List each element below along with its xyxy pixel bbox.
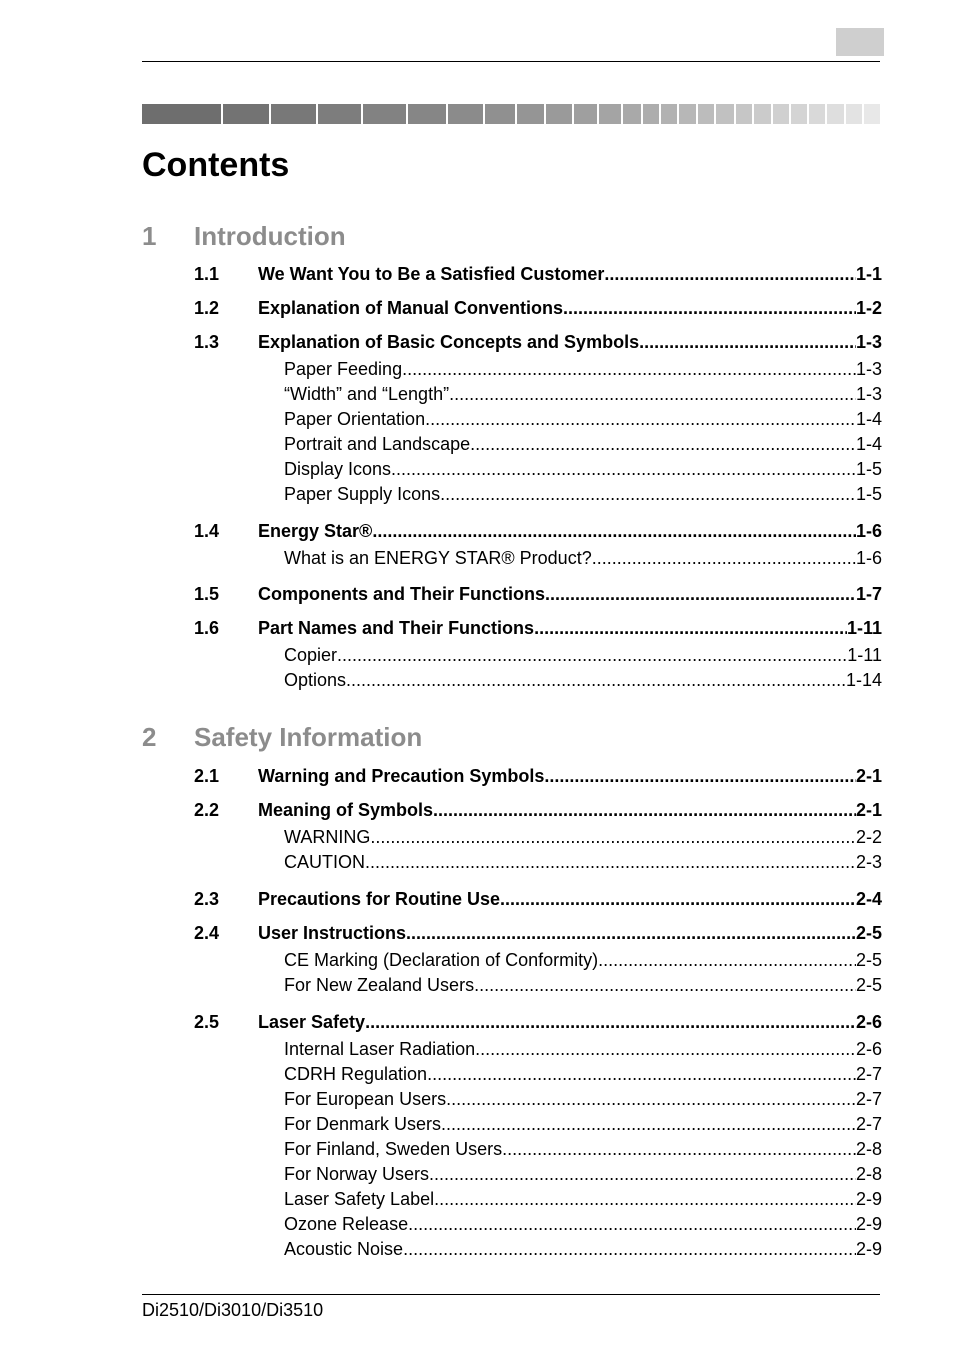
toc-subsection-entry[interactable] <box>284 1112 882 1136</box>
toc-section-entry[interactable] <box>258 1010 882 1034</box>
toc-subsection-entry[interactable] <box>284 1187 882 1211</box>
toc-section-entry[interactable] <box>258 616 882 640</box>
chapter-title: Introduction <box>194 221 346 251</box>
toc-subsection-entry[interactable] <box>284 948 882 972</box>
toc-subsection-entry[interactable] <box>284 482 882 506</box>
subsection-page-number: 2-5 <box>855 975 882 995</box>
toc-section-entry[interactable] <box>258 921 882 945</box>
toc-subsection-entry[interactable] <box>284 1212 882 1236</box>
subsection-title: Paper Feeding <box>284 359 403 379</box>
toc-subsection-entry[interactable] <box>284 668 882 692</box>
section-number: 1.1 <box>194 264 220 284</box>
dot-leader <box>391 457 856 481</box>
toc-subsection-entry[interactable] <box>284 643 882 667</box>
section-title: Laser Safety <box>258 1012 366 1032</box>
section-title: Components and Their Functions <box>258 584 545 604</box>
dot-leader <box>604 262 856 286</box>
section-title: Meaning of Symbols <box>258 800 434 820</box>
toc-section-entry[interactable] <box>258 296 882 320</box>
toc-section-entry[interactable] <box>258 262 882 286</box>
toc-section-entry[interactable] <box>258 798 882 822</box>
dot-leader <box>434 1187 856 1211</box>
toc-section-entry[interactable] <box>258 764 882 788</box>
section-title: We Want You to Be a Satisfied Customer <box>258 264 605 284</box>
subsection-title: For Finland, Sweden Users <box>284 1139 503 1159</box>
subsection-title: Copier <box>284 645 338 665</box>
subsection-title: Acoustic Noise <box>284 1239 404 1259</box>
subsection-title: For European Users <box>284 1089 447 1109</box>
section-page-number: 1-7 <box>855 584 882 604</box>
dot-leader <box>408 1212 856 1236</box>
subsection-page-number: 1-4 <box>855 409 882 429</box>
chapter-number: 1 <box>142 221 157 251</box>
section-number: 2.2 <box>194 800 220 820</box>
dot-leader <box>563 296 856 320</box>
toc-subsection-entry[interactable] <box>284 357 882 381</box>
section-page-number: 1-2 <box>855 298 882 318</box>
subsection-page-number: 1-11 <box>847 645 882 665</box>
toc-subsection-entry[interactable] <box>284 457 882 481</box>
section-title: Part Names and Their Functions <box>258 618 535 638</box>
subsection-page-number: 2-9 <box>855 1189 882 1209</box>
subsection-page-number: 2-8 <box>855 1139 882 1159</box>
subsection-title: For Denmark Users <box>284 1114 442 1134</box>
toc-subsection-entry[interactable] <box>284 1087 882 1111</box>
dot-leader <box>446 1087 856 1111</box>
page-title: Contents <box>142 146 290 184</box>
dot-leader <box>544 764 856 788</box>
dot-leader <box>337 643 847 667</box>
dot-leader <box>365 850 856 874</box>
section-number: 2.5 <box>194 1012 220 1032</box>
subsection-page-number: 2-2 <box>855 827 882 847</box>
subsection-title: Paper Supply Icons <box>284 484 441 504</box>
toc-subsection-entry[interactable] <box>284 1137 882 1161</box>
subsection-page-number: 1-6 <box>855 548 882 568</box>
section-page-number: 1-1 <box>855 264 882 284</box>
dot-leader <box>402 357 856 381</box>
subsection-page-number: 2-7 <box>855 1114 882 1134</box>
subsection-title: “Width” and “Length” <box>284 384 450 404</box>
toc-subsection-entry[interactable] <box>284 850 882 874</box>
dot-leader <box>500 887 856 911</box>
toc-section-entry[interactable] <box>258 330 882 354</box>
dot-leader <box>433 798 856 822</box>
dot-leader <box>403 1237 856 1261</box>
subsection-page-number: 1-4 <box>855 434 882 454</box>
subsection-page-number: 2-9 <box>855 1239 882 1259</box>
section-title: Precautions for Routine Use <box>258 889 501 909</box>
subsection-page-number: 1-5 <box>855 459 882 479</box>
subsection-page-number: 2-9 <box>855 1214 882 1234</box>
dot-leader <box>475 1037 856 1061</box>
section-page-number: 1-3 <box>855 332 882 352</box>
toc-subsection-entry[interactable] <box>284 1237 882 1261</box>
toc-subsection-entry[interactable] <box>284 407 882 431</box>
section-page-number: 2-5 <box>855 923 882 943</box>
dot-leader <box>425 407 856 431</box>
dot-leader <box>441 1112 856 1136</box>
toc-section-entry[interactable] <box>258 519 882 543</box>
toc-subsection-entry[interactable] <box>284 382 882 406</box>
dot-leader <box>346 668 846 692</box>
toc-subsection-entry[interactable] <box>284 546 882 570</box>
toc-section-entry[interactable] <box>258 582 882 606</box>
section-page-number: 2-6 <box>855 1012 882 1032</box>
dot-leader <box>365 1010 856 1034</box>
dot-leader <box>429 1162 856 1186</box>
toc-subsection-entry[interactable] <box>284 432 882 456</box>
subsection-title: Display Icons <box>284 459 392 479</box>
toc-subsection-entry[interactable] <box>284 1037 882 1061</box>
section-title: Explanation of Manual Conventions <box>258 298 564 318</box>
subsection-title: Laser Safety Label <box>284 1189 435 1209</box>
chapter-title: Safety Information <box>194 722 423 752</box>
toc-subsection-entry[interactable] <box>284 973 882 997</box>
subsection-page-number: 1-3 <box>855 359 882 379</box>
section-page-number: 1-6 <box>855 521 882 541</box>
section-number: 2.1 <box>194 766 220 786</box>
footer-rule <box>142 1294 880 1295</box>
toc-section-entry[interactable] <box>258 887 882 911</box>
dot-leader <box>639 330 856 354</box>
subsection-page-number: 2-5 <box>855 950 882 970</box>
section-number: 1.3 <box>194 332 220 352</box>
dot-leader <box>406 921 856 945</box>
subsection-page-number: 2-7 <box>855 1064 882 1084</box>
dot-leader <box>427 1062 856 1086</box>
subsection-page-number: 1-3 <box>855 384 882 404</box>
dot-leader <box>372 519 856 543</box>
subsection-title: Paper Orientation <box>284 409 426 429</box>
subsection-title: Options <box>284 670 347 690</box>
footer-model-numbers: Di2510/Di3010/Di3510 <box>142 1300 324 1320</box>
subsection-title: Internal Laser Radiation <box>284 1039 476 1059</box>
subsection-title: Ozone Release <box>284 1214 409 1234</box>
section-page-number: 1-11 <box>846 618 882 638</box>
dot-leader <box>370 825 856 849</box>
section-title: Explanation of Basic Concepts and Symbols <box>258 332 640 352</box>
section-number: 1.4 <box>194 521 220 541</box>
section-title: User Instructions <box>258 923 407 943</box>
section-page-number: 2-1 <box>855 800 882 820</box>
section-page-number: 2-1 <box>855 766 882 786</box>
subsection-page-number: 2-8 <box>855 1164 882 1184</box>
section-page-number: 2-4 <box>855 889 882 909</box>
subsection-title: CE Marking (Declaration of Conformity) <box>284 950 599 970</box>
subsection-page-number: 1-5 <box>855 484 882 504</box>
section-title: Energy Star® <box>258 521 373 541</box>
section-number: 1.6 <box>194 618 220 638</box>
chapter-number: 2 <box>142 722 157 752</box>
subsection-page-number: 2-3 <box>855 852 882 872</box>
subsection-page-number: 2-6 <box>855 1039 882 1059</box>
subsection-title: For Norway Users <box>284 1164 430 1184</box>
subsection-title: WARNING <box>284 827 371 847</box>
subsection-title: What is an ENERGY STAR® Product? <box>284 548 592 568</box>
dot-leader <box>449 382 856 406</box>
dot-leader <box>470 432 856 456</box>
dot-leader <box>598 948 856 972</box>
toc-subsection-entry[interactable] <box>284 1162 882 1186</box>
toc-subsection-entry[interactable] <box>284 825 882 849</box>
section-number: 2.3 <box>194 889 220 909</box>
subsection-title: CDRH Regulation <box>284 1064 428 1084</box>
subsection-page-number: 1-14 <box>845 670 882 690</box>
subsection-title: For New Zealand Users <box>284 975 475 995</box>
subsection-title: CAUTION <box>284 852 365 872</box>
dot-leader <box>592 546 856 570</box>
section-number: 1.5 <box>194 584 220 604</box>
dot-leader <box>440 482 856 506</box>
section-title: Warning and Precaution Symbols <box>258 766 545 786</box>
dot-leader <box>534 616 847 640</box>
toc-subsection-entry[interactable] <box>284 1062 882 1086</box>
dot-leader <box>545 582 856 606</box>
section-number: 1.2 <box>194 298 220 318</box>
section-number: 2.4 <box>194 923 220 943</box>
subsection-page-number: 2-7 <box>855 1089 882 1109</box>
dot-leader <box>474 973 856 997</box>
dot-leader <box>502 1137 856 1161</box>
subsection-title: Portrait and Landscape <box>284 434 471 454</box>
